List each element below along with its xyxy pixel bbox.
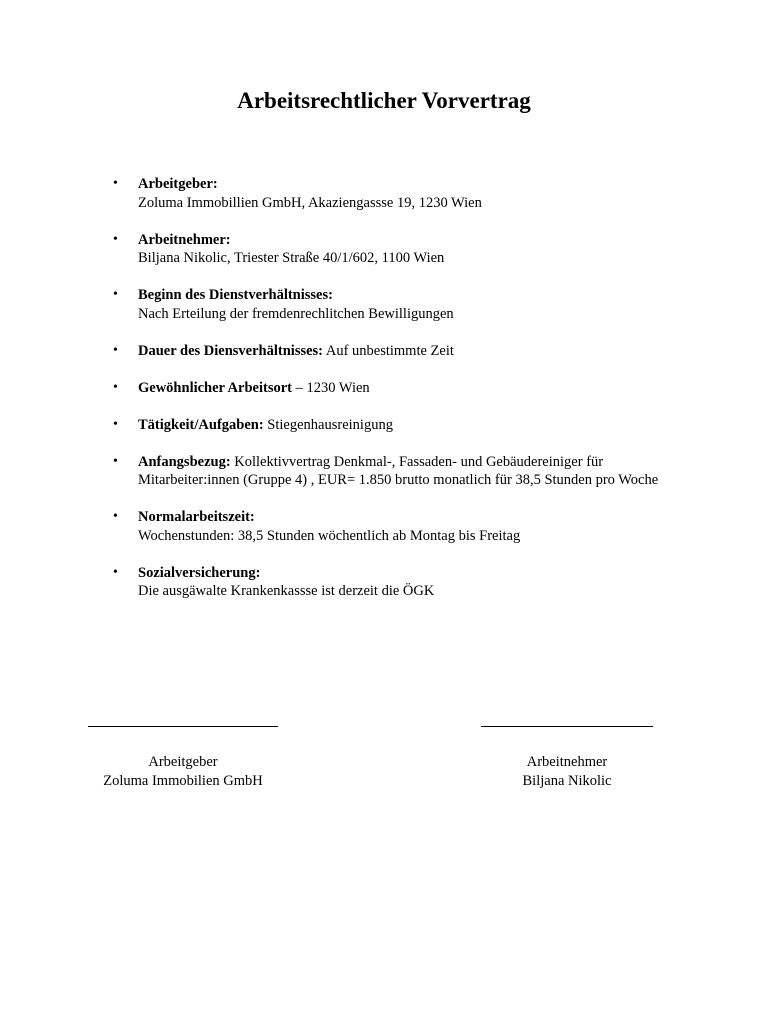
signature-role: Arbeitgeber	[148, 754, 218, 770]
item-text: Nach Erteilung der fremdenrechlitchen Bewilligungen	[138, 305, 454, 322]
list-item-normalarbeitszeit	[110, 508, 670, 545]
item-label: Sozialversicherung:	[138, 564, 261, 581]
list-item-arbeitgeber	[110, 175, 670, 212]
bullet-icon: •	[113, 342, 118, 358]
bullet-icon: •	[113, 453, 118, 469]
list-item-anfangsbezug	[110, 453, 670, 490]
signature-role: Arbeitnehmer	[526, 754, 608, 770]
bullet-icon: •	[113, 231, 118, 247]
list-item-beginn	[110, 286, 670, 323]
contract-terms-list	[110, 175, 670, 619]
item-text: Biljana Nikolic, Triester Straße 40/1/602, 1100 Wien	[138, 250, 445, 266]
list-item-dauer	[110, 342, 670, 361]
item-text: Stiegenhausreinigung	[267, 416, 393, 433]
bullet-icon: •	[113, 416, 118, 432]
bullet-icon: •	[113, 379, 118, 395]
item-label: Arbeitgeber:	[138, 176, 218, 192]
item-text: Auf unbestimmte Zeit	[325, 342, 454, 359]
employee-signature-block	[481, 711, 653, 791]
item-label: Arbeitnehmer:	[138, 231, 231, 248]
signature-line	[88, 711, 278, 727]
employer-signature-block	[88, 711, 278, 791]
item-label: Dauer des Diensverhältnisses:	[138, 342, 324, 359]
signature-name: Biljana Nikolic	[522, 773, 612, 789]
item-text: Zoluma Immobillien GmbH, Akaziengassse 19, 1230 Wien	[138, 194, 482, 211]
item-text: Die ausgäwalte Krankenkassse ist derzeit die ÖGK	[138, 583, 435, 599]
item-label: Beginn des Dienstverhältnisses:	[138, 287, 333, 303]
item-label: Anfangsbezug:	[138, 453, 231, 470]
signature-name: Zoluma Immobilien GmbH	[103, 773, 263, 789]
item-label: Gewöhnlicher Arbeitsort	[138, 379, 292, 396]
bullet-icon: •	[113, 287, 118, 302]
list-item-arbeitsort	[110, 379, 670, 398]
bullet-icon: •	[113, 564, 118, 580]
item-text: – 1230 Wien	[295, 379, 370, 396]
bullet-icon: •	[113, 509, 118, 524]
list-item-taetigkeit	[110, 416, 670, 435]
item-text: Wochenstunden: 38,5 Stunden wöchentlich ab Montag bis Freitag	[138, 527, 521, 544]
item-text: Kollektivvertrag Denkmal-, Fassaden- und Gebäudereiniger für Mitarbeiter:innen (Gruppe 4) , EUR= 1.850 brutto monatlich für 38,5 Stunden pro Woche	[138, 453, 659, 488]
list-item-sozialversicherung	[110, 564, 670, 601]
bullet-icon: •	[113, 176, 118, 191]
list-item-arbeitnehmer	[110, 231, 670, 268]
document-title: Arbeitsrechtlicher Vorvertrag	[237, 88, 531, 113]
item-label: Tätigkeit/Aufgaben:	[138, 416, 264, 433]
signature-line	[481, 711, 653, 727]
item-label: Normalarbeitszeit:	[138, 509, 255, 525]
